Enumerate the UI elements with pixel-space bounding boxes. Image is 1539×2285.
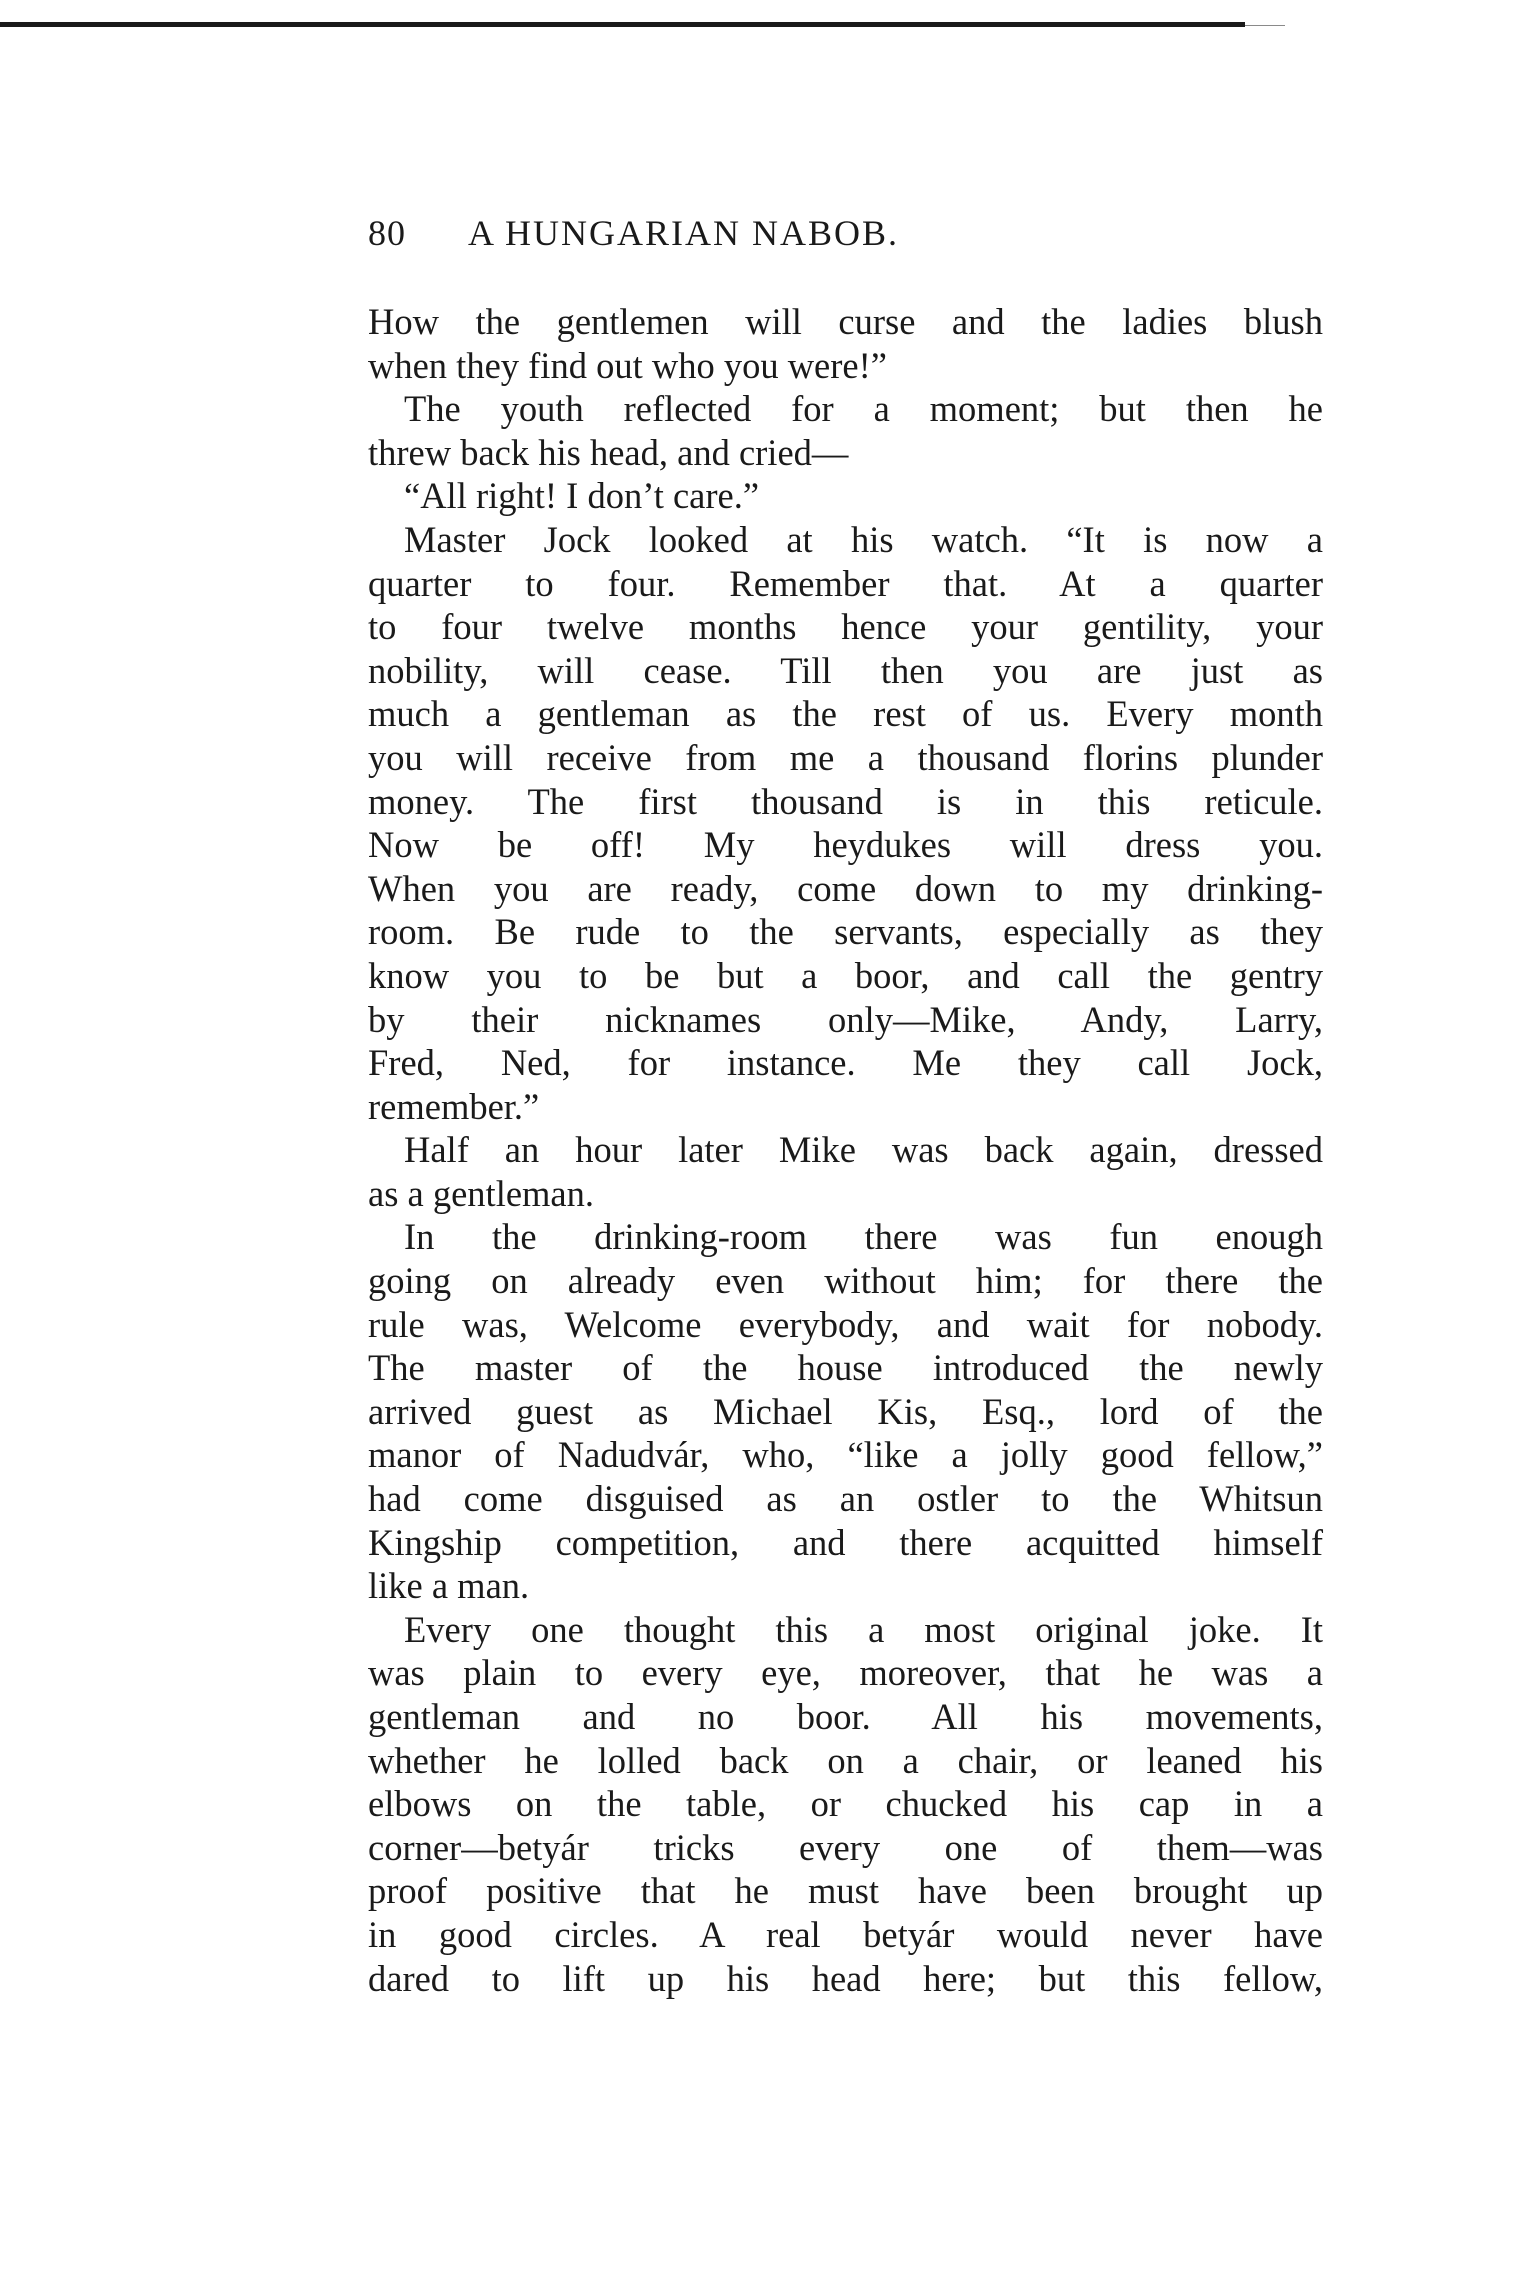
page-header — [368, 212, 1318, 262]
text-line: to four twelve months hence your gentility, your — [368, 606, 1323, 648]
text-line: money. The first thousand is in this reticule. — [368, 780, 1323, 822]
body-text — [368, 300, 1323, 2000]
page-number: 80 — [368, 213, 406, 253]
text-line: elbows on the table, or chucked his cap in a — [368, 1783, 1323, 1825]
text-line: was plain to every eye, moreover, that he was a — [368, 1652, 1323, 1694]
text-line: gentleman and no boor. All his movements, — [368, 1696, 1323, 1737]
text-line: dared to lift up his head here; but this fellow, — [368, 1957, 1323, 1999]
text-line: you will receive from me a thousand florins plunder — [368, 736, 1323, 778]
text-line: threw back his head, and cried— — [368, 431, 849, 473]
text-line: by their nicknames only—Mike, Andy, Larry, — [368, 998, 1323, 1040]
text-line: when they find out who you were!” — [368, 344, 887, 386]
text-line: proof positive that he must have been brought up — [368, 1870, 1323, 1912]
text-line: as a gentleman. — [368, 1172, 595, 1214]
text-line: quarter to four. Remember that. At a quarter — [368, 562, 1323, 604]
text-line: remember.” — [368, 1085, 540, 1127]
text-line: know you to be but a boor, and call the gentry — [368, 954, 1323, 996]
text-line: in good circles. A real betyár would never have — [368, 1913, 1323, 1955]
text-line: Every one thought this a most original joke. It — [404, 1608, 1323, 1650]
running-title: A HUNGARIAN NABOB. — [468, 213, 900, 253]
text-line: Half an hour later Mike was back again, dressed — [404, 1129, 1323, 1171]
text-line: rule was, Welcome everybody, and wait for nobody. — [368, 1303, 1323, 1345]
text-line: like a man. — [368, 1565, 530, 1607]
text-line: had come disguised as an ostler to the Whitsun — [368, 1478, 1323, 1520]
text-line: When you are ready, come down to my drinking- — [368, 867, 1323, 909]
text-line: “All right! I don’t care.” — [404, 475, 760, 517]
text-line: How the gentlemen will curse and the ladies blush — [368, 301, 1323, 342]
text-line: whether he lolled back on a chair, or leaned his — [368, 1739, 1323, 1781]
text-line: nobility, will cease. Till then you are just as — [368, 649, 1323, 691]
top-rule — [0, 22, 1245, 27]
text-line: Kingship competition, and there acquitted himself — [368, 1521, 1323, 1563]
text-line: much a gentleman as the rest of us. Every month — [368, 693, 1323, 735]
top-rule-thin — [1245, 25, 1285, 26]
text-line: Now be off! My heydukes will dress you. — [368, 824, 1323, 866]
text-line: The master of the house introduced the newly — [368, 1347, 1323, 1389]
text-line: going on already even without him; for there the — [368, 1260, 1323, 1302]
text-line: manor of Nadudvár, who, “like a jolly good fellow,” — [368, 1434, 1323, 1476]
text-line: Fred, Ned, for instance. Me they call Jock, — [368, 1042, 1323, 1084]
text-line: corner—betyár tricks every one of them—was — [368, 1826, 1323, 1868]
text-line: arrived guest as Michael Kis, Esq., lord of the — [368, 1390, 1323, 1432]
text-line: In the drinking-room there was fun enough — [404, 1216, 1323, 1258]
text-line: Master Jock looked at his watch. “It is now a — [404, 518, 1323, 560]
text-line: room. Be rude to the servants, especially as they — [368, 911, 1323, 953]
text-line: The youth reflected for a moment; but then he — [404, 388, 1323, 430]
